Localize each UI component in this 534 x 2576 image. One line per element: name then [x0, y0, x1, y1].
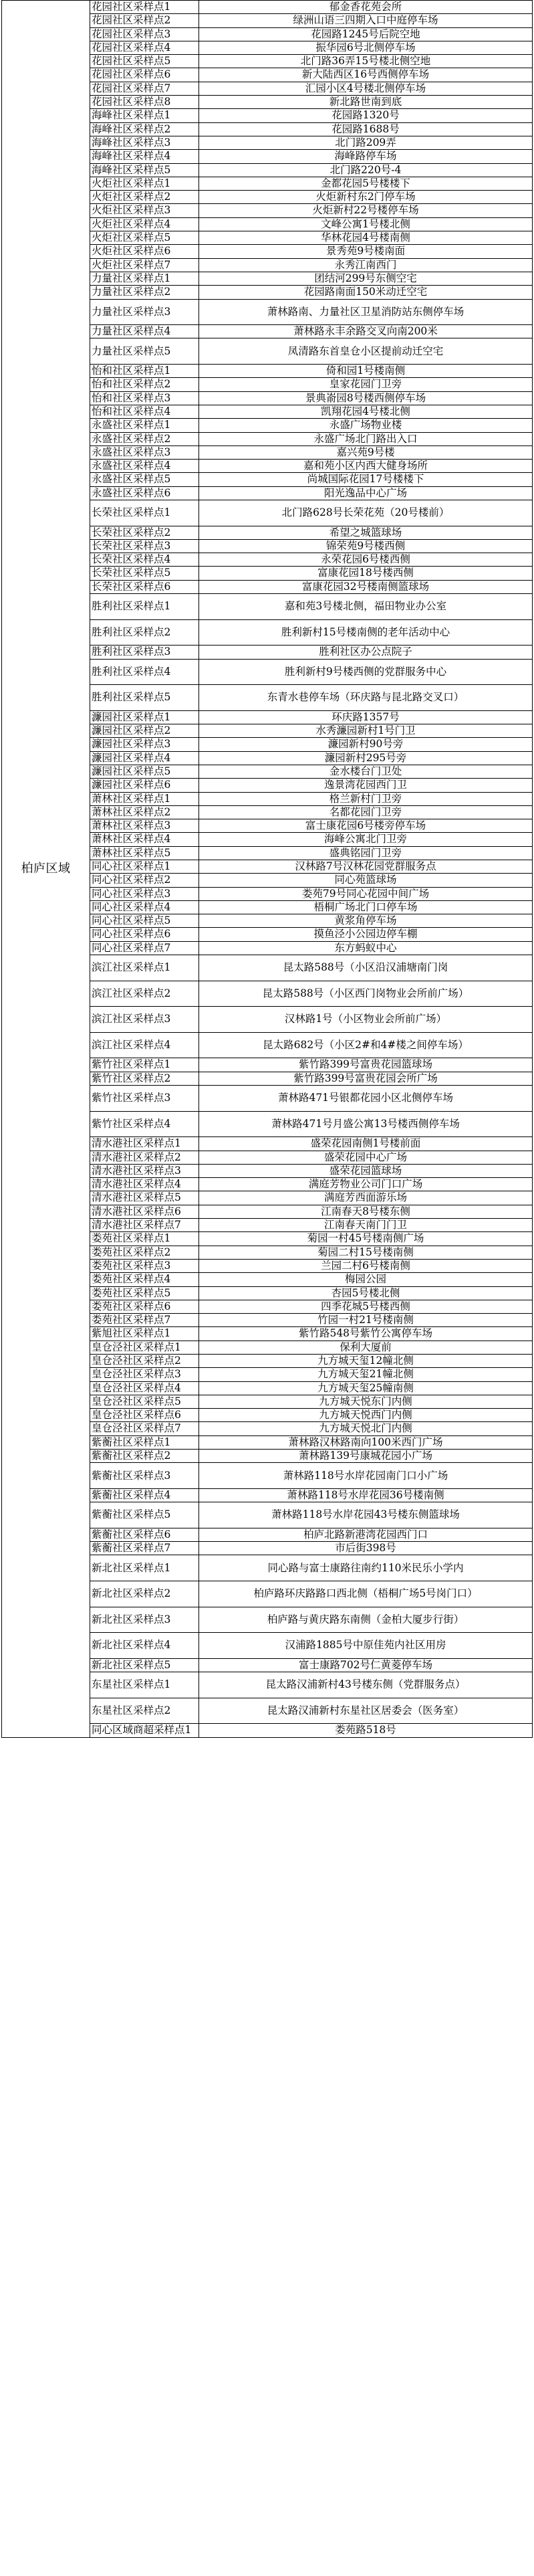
sampling-point-name: 娄苑社区采样点2 [90, 1246, 199, 1259]
sampling-point-location: 濂园新村90号旁 [199, 738, 533, 751]
sampling-point-name: 娄苑社区采样点7 [90, 1314, 199, 1327]
sampling-point-name: 同心区域商超采样点1 [90, 1724, 199, 1737]
sampling-point-location: 萧林路118号水岸花园36号楼南侧 [199, 1488, 533, 1502]
sampling-point-location: 萧林路471号银都花园小区北侧停车场 [199, 1086, 533, 1112]
sampling-point-location: 盛荣花园篮球场 [199, 1164, 533, 1177]
sampling-point-name: 力量社区采样点4 [90, 325, 199, 338]
sampling-point-name: 永盛社区采样点2 [90, 432, 199, 445]
sampling-point-name: 紫蘅社区采样点7 [90, 1542, 199, 1555]
sampling-point-location: 萧林路471号月盛公寓13号楼西侧停车场 [199, 1111, 533, 1137]
district-cell: 柏庐区域 [2, 1, 90, 1738]
sampling-point-name: 濂园社区采样点1 [90, 710, 199, 724]
sampling-point-location: 凤清路东首皇仓小区提前动迁空宅 [199, 338, 533, 365]
sampling-point-location: 紫竹路548号紫竹公寓停车场 [199, 1327, 533, 1341]
sampling-point-name: 紫蘅社区采样点1 [90, 1435, 199, 1449]
sampling-point-location: 北门路628号长荣花苑（20号楼前） [199, 500, 533, 526]
sampling-point-name: 新北社区采样点2 [90, 1581, 199, 1607]
sampling-point-location: 水秀濂园新村1号门卫 [199, 724, 533, 738]
sampling-point-name: 永盛社区采样点4 [90, 460, 199, 473]
sampling-point-name: 海峰社区采样点3 [90, 136, 199, 149]
sampling-point-location: 市后街398号 [199, 1542, 533, 1555]
sampling-point-name: 长荣社区采样点3 [90, 539, 199, 553]
sampling-point-name: 清水港社区采样点2 [90, 1151, 199, 1164]
sampling-point-name: 花园社区采样点6 [90, 68, 199, 82]
sampling-point-location: 永盛广场物业楼 [199, 419, 533, 432]
sampling-point-name: 紫蘅社区采样点6 [90, 1528, 199, 1541]
sampling-point-name: 濂园社区采样点2 [90, 724, 199, 738]
sampling-point-location: 锦荣苑9号楼西侧 [199, 539, 533, 553]
sampling-point-name: 清水港社区采样点6 [90, 1205, 199, 1218]
sampling-point-location: 富士康路702号仁黄菱停车场 [199, 1658, 533, 1672]
sampling-point-location: 振华园6号北侧停车场 [199, 41, 533, 54]
sampling-point-location: 花园路南面150米动迁空宅 [199, 286, 533, 299]
sampling-point-location: 汉林路7号汉林花园党群服务点 [199, 860, 533, 874]
sampling-point-location: 柏庐路与黄庆路东南侧（金柏大厦步行街） [199, 1607, 533, 1633]
sampling-point-location: 昆太路汉浦新村43号楼东侧（党群服务点） [199, 1672, 533, 1698]
sampling-point-name: 皇仓泾社区采样点1 [90, 1341, 199, 1354]
sampling-point-name: 永盛社区采样点6 [90, 486, 199, 500]
sampling-point-name: 火炬社区采样点3 [90, 204, 199, 217]
sampling-point-name: 新北社区采样点1 [90, 1555, 199, 1581]
sampling-point-name: 紫蘅社区采样点2 [90, 1450, 199, 1463]
sampling-point-name: 同心社区采样点7 [90, 941, 199, 955]
sampling-point-location: 九方城天玺21幢北侧 [199, 1368, 533, 1381]
sampling-point-location: 嘉和苑3号楼北侧，福田物业办公室 [199, 594, 533, 620]
sampling-point-location: 江南春天南门门卫 [199, 1219, 533, 1232]
sampling-point-name: 同心社区采样点3 [90, 887, 199, 900]
sampling-point-location: 永秀江南西门 [199, 258, 533, 272]
sampling-point-name: 皇仓泾社区采样点6 [90, 1409, 199, 1422]
sampling-point-name: 皇仓泾社区采样点2 [90, 1354, 199, 1367]
sampling-point-name: 清水港社区采样点5 [90, 1191, 199, 1205]
sampling-point-name: 永盛社区采样点3 [90, 445, 199, 459]
sampling-point-name: 萧林社区采样点3 [90, 819, 199, 833]
sampling-point-name: 长荣社区采样点4 [90, 553, 199, 567]
sampling-point-location: 昆太路汉浦新村东星社区居委会（医务室） [199, 1698, 533, 1724]
sampling-point-location: 火炬新村东2门停车场 [199, 191, 533, 204]
sampling-point-location: 海峰公寓北门卫旁 [199, 833, 533, 846]
sampling-point-location: 汉浦路1885号中原佳苑内社区用房 [199, 1633, 533, 1659]
sampling-point-location: 郁金香花苑会所 [199, 1, 533, 14]
sampling-point-name: 同心社区采样点6 [90, 928, 199, 941]
sampling-point-location: 柏庐路环庆路路口西北侧（梧桐广场5号岗门口） [199, 1581, 533, 1607]
sampling-point-location: 九方城天玺25幢南侧 [199, 1381, 533, 1395]
sampling-point-location: 文峰公寓1号楼北侧 [199, 217, 533, 231]
sampling-point-location: 紫竹路399号富贵花园篮球场 [199, 1058, 533, 1072]
sampling-point-location: 汉林路1号（小区物业会所前广场） [199, 1007, 533, 1033]
sampling-point-name: 清水港社区采样点7 [90, 1219, 199, 1232]
table-row [2, 1, 533, 14]
sampling-point-name: 娄苑社区采样点5 [90, 1286, 199, 1300]
sampling-point-location: 柏庐北路新港湾花园西门口 [199, 1528, 533, 1541]
sampling-point-name: 花园社区采样点2 [90, 14, 199, 27]
sampling-point-name: 紫蘅社区采样点5 [90, 1502, 199, 1528]
sampling-point-table [1, 0, 533, 1738]
sampling-point-name: 娄苑社区采样点4 [90, 1273, 199, 1286]
sampling-point-name: 花园社区采样点5 [90, 55, 199, 68]
sampling-point-location: 同心路与富士康路往南约110米民乐小学内 [199, 1555, 533, 1581]
sampling-point-location: 金都花园5号楼楼下 [199, 177, 533, 190]
sampling-point-name: 紫蘅社区采样点3 [90, 1463, 199, 1489]
sampling-point-location: 嘉和苑小区内西大健身场所 [199, 460, 533, 473]
sampling-point-location: 菊园一村45号楼南侧广场 [199, 1232, 533, 1246]
sampling-point-name: 花园社区采样点8 [90, 96, 199, 109]
sampling-point-location: 满庭芳物业公司门口广场 [199, 1178, 533, 1191]
sampling-point-name: 新北社区采样点5 [90, 1658, 199, 1672]
sampling-point-location: 景典嵛园8号楼西侧停车场 [199, 391, 533, 405]
sampling-point-location: 保利大厦前 [199, 1341, 533, 1354]
sampling-point-name: 胜利社区采样点3 [90, 646, 199, 659]
sampling-point-location: 绿洲山语三四期入口中庭停车场 [199, 14, 533, 27]
sampling-point-name: 滨江社区采样点3 [90, 1007, 199, 1033]
sampling-point-location: 火炬新村22号楼停车场 [199, 204, 533, 217]
sampling-point-location: 九方城天玺12幢北侧 [199, 1354, 533, 1367]
sampling-point-location: 金水楼台门卫处 [199, 765, 533, 778]
sampling-point-name: 怡和社区采样点3 [90, 391, 199, 405]
sampling-point-location: 同心苑篮球场 [199, 874, 533, 887]
sampling-point-location: 九方城天悦北门内侧 [199, 1422, 533, 1435]
sampling-point-location: 东方蚂蚁中心 [199, 941, 533, 955]
sampling-point-name: 怡和社区采样点4 [90, 405, 199, 418]
sampling-point-location: 团结河299号东侧空宅 [199, 272, 533, 285]
sampling-point-location: 四季花城5号楼西侧 [199, 1300, 533, 1313]
sampling-point-location: 萧林路118号水岸花园43号楼东侧篮球场 [199, 1502, 533, 1528]
sampling-point-name: 长荣社区采样点5 [90, 567, 199, 580]
sampling-point-name: 海峰社区采样点4 [90, 150, 199, 163]
sampling-point-location: 濂园新村295号旁 [199, 751, 533, 765]
sampling-point-location: 新北路世南到底 [199, 96, 533, 109]
sampling-point-name: 新北社区采样点3 [90, 1607, 199, 1633]
sampling-point-name: 濂园社区采样点4 [90, 751, 199, 765]
sampling-point-name: 火炬社区采样点4 [90, 217, 199, 231]
sampling-point-table-body [2, 1, 533, 1738]
sampling-point-name: 花园社区采样点4 [90, 41, 199, 54]
sampling-point-name: 皇仓泾社区采样点3 [90, 1368, 199, 1381]
sampling-point-location: 杏园5号楼北侧 [199, 1286, 533, 1300]
sampling-point-location: 花园路1245号后院空地 [199, 27, 533, 41]
sampling-point-name: 萧林社区采样点5 [90, 846, 199, 860]
sampling-point-location: 尚城国际花园17号楼楼下 [199, 473, 533, 486]
sampling-point-name: 滨江社区采样点2 [90, 981, 199, 1007]
sampling-point-name: 火炬社区采样点2 [90, 191, 199, 204]
sampling-point-name: 皇仓泾社区采样点7 [90, 1422, 199, 1435]
sampling-point-location: 阳光逸品中心广场 [199, 486, 533, 500]
sampling-point-location: 富康花园32号楼南侧篮球场 [199, 580, 533, 593]
sampling-point-name: 濂园社区采样点6 [90, 779, 199, 792]
sampling-point-name: 力量社区采样点3 [90, 299, 199, 325]
sampling-point-name: 同心社区采样点2 [90, 874, 199, 887]
sampling-point-name: 紫竹社区采样点4 [90, 1111, 199, 1137]
sampling-point-name: 滨江社区采样点4 [90, 1032, 199, 1058]
sampling-point-location: 东青水巷停车场（环庆路与昆北路交叉口） [199, 685, 533, 711]
sampling-point-location: 永盛广场北门路出入口 [199, 432, 533, 445]
sampling-point-location: 盛荣花园中心广场 [199, 1151, 533, 1164]
sampling-point-location: 永荣花园6号楼西侧 [199, 553, 533, 567]
sampling-point-name: 长荣社区采样点2 [90, 526, 199, 539]
sampling-point-name: 花园社区采样点7 [90, 82, 199, 95]
sampling-point-name: 萧林社区采样点2 [90, 805, 199, 819]
sampling-point-name: 濂园社区采样点5 [90, 765, 199, 778]
sampling-point-location: 黄浆角停车场 [199, 914, 533, 928]
sampling-point-location: 花园路1320号 [199, 109, 533, 122]
sampling-point-location: 菊园二村15号楼南侧 [199, 1246, 533, 1259]
sampling-point-location: 九方城天悦东门内侧 [199, 1395, 533, 1408]
sampling-point-location: 倚和园1号楼南侧 [199, 365, 533, 378]
sampling-point-name: 力量社区采样点5 [90, 338, 199, 365]
sampling-point-name: 紫蘅社区采样点4 [90, 1488, 199, 1502]
sampling-point-name: 萧林社区采样点4 [90, 833, 199, 846]
sampling-point-location: 皇家花园门卫旁 [199, 378, 533, 391]
sampling-point-name: 东星社区采样点2 [90, 1698, 199, 1724]
sampling-point-name: 清水港社区采样点3 [90, 1164, 199, 1177]
sampling-point-location: 新大陆西区16号西侧停车场 [199, 68, 533, 82]
sampling-point-location: 富康花园18号楼西侧 [199, 567, 533, 580]
sampling-point-name: 滨江社区采样点1 [90, 955, 199, 981]
sampling-point-name: 胜利社区采样点4 [90, 659, 199, 685]
sampling-point-name: 怡和社区采样点2 [90, 378, 199, 391]
sampling-point-name: 濂园社区采样点3 [90, 738, 199, 751]
sampling-point-location: 兰园二村6号楼南侧 [199, 1259, 533, 1272]
sampling-point-location: 江南春天8号楼东侧 [199, 1205, 533, 1218]
sampling-point-location: 娄苑路518号 [199, 1724, 533, 1737]
sampling-point-location: 北门路209弄 [199, 136, 533, 149]
sampling-point-name: 海峰社区采样点5 [90, 163, 199, 177]
sampling-point-name: 怡和社区采样点1 [90, 365, 199, 378]
sampling-point-name: 胜利社区采样点2 [90, 619, 199, 646]
sampling-point-location: 花园路1688号 [199, 122, 533, 136]
sampling-point-name: 清水港社区采样点4 [90, 1178, 199, 1191]
sampling-point-name: 火炬社区采样点5 [90, 231, 199, 245]
sampling-point-location: 胜利新村9号楼西侧的党群服务中心 [199, 659, 533, 685]
sampling-point-location: 萧林路南、力量社区卫星消防站东侧停车场 [199, 299, 533, 325]
sampling-point-location: 萧林路永丰余路交叉向南200米 [199, 325, 533, 338]
sampling-point-location: 娄苑79号同心花园中间广场 [199, 887, 533, 900]
sampling-point-name: 长荣社区采样点6 [90, 580, 199, 593]
sampling-point-name: 永盛社区采样点1 [90, 419, 199, 432]
sampling-point-name: 娄苑社区采样点1 [90, 1232, 199, 1246]
sampling-point-name: 花园社区采样点1 [90, 1, 199, 14]
sampling-point-name: 紫竹社区采样点3 [90, 1086, 199, 1112]
sampling-point-location: 盛荣花园南侧1号楼前面 [199, 1137, 533, 1151]
sampling-point-name: 娄苑社区采样点3 [90, 1259, 199, 1272]
sampling-point-name: 娄苑社区采样点6 [90, 1300, 199, 1313]
sampling-point-location: 海峰路停车场 [199, 150, 533, 163]
sampling-point-name: 紫竹社区采样点1 [90, 1058, 199, 1072]
sampling-point-location: 环庆路1357号 [199, 710, 533, 724]
sampling-point-location: 摸鱼泾小公园边停车棚 [199, 928, 533, 941]
sampling-point-location: 嘉兴苑9号楼 [199, 445, 533, 459]
sampling-point-location: 名都花园门卫旁 [199, 805, 533, 819]
sampling-point-location: 昆太路588号（小区西门岗物业会所前广场） [199, 981, 533, 1007]
sampling-point-name: 同心社区采样点4 [90, 900, 199, 914]
sampling-point-name: 力量社区采样点1 [90, 272, 199, 285]
sampling-point-name: 胜利社区采样点5 [90, 685, 199, 711]
sampling-point-name: 火炬社区采样点7 [90, 258, 199, 272]
sampling-point-location: 九方城天悦西门内侧 [199, 1409, 533, 1422]
sampling-point-name: 永盛社区采样点5 [90, 473, 199, 486]
sampling-point-name: 花园社区采样点3 [90, 27, 199, 41]
sampling-point-location: 凯翔花园4号楼北侧 [199, 405, 533, 418]
sampling-point-name: 胜利社区采样点1 [90, 594, 199, 620]
sampling-point-location: 盛典铭园门卫旁 [199, 846, 533, 860]
sampling-point-location: 昆太路588号（小区沿汉浦塘南门岗 [199, 955, 533, 981]
sampling-point-location: 梧桐广场北门口停车场 [199, 900, 533, 914]
sampling-point-location: 竹园一村21号楼南侧 [199, 1314, 533, 1327]
sampling-point-location: 萧林路汉林路南向100米西门广场 [199, 1435, 533, 1449]
sampling-point-location: 格兰新村门卫旁 [199, 792, 533, 805]
sampling-point-location: 富士康花园6号楼旁停车场 [199, 819, 533, 833]
sampling-point-name: 火炬社区采样点1 [90, 177, 199, 190]
sampling-point-location: 紫竹路399号富贵花园会所广场 [199, 1072, 533, 1085]
sampling-point-location: 胜利社区办公点院子 [199, 646, 533, 659]
sampling-point-location: 希望之城篮球场 [199, 526, 533, 539]
sampling-point-location: 昆太路682号（小区2#和4#楼之间停车场） [199, 1032, 533, 1058]
sampling-point-location: 华林花园4号楼南侧 [199, 231, 533, 245]
sampling-point-name: 萧林社区采样点1 [90, 792, 199, 805]
sampling-point-name: 新北社区采样点4 [90, 1633, 199, 1659]
sampling-point-location: 逸景湾花园西门卫 [199, 779, 533, 792]
sampling-point-name: 皇仓泾社区采样点5 [90, 1395, 199, 1408]
sampling-point-name: 清水港社区采样点1 [90, 1137, 199, 1151]
sampling-point-name: 同心社区采样点1 [90, 860, 199, 874]
sampling-point-name: 皇仓泾社区采样点4 [90, 1381, 199, 1395]
sampling-point-name: 火炬社区采样点6 [90, 245, 199, 258]
sampling-point-name: 海峰社区采样点2 [90, 122, 199, 136]
sampling-point-name: 长荣社区采样点1 [90, 500, 199, 526]
sampling-point-location: 北门路36弄15号楼北侧空地 [199, 55, 533, 68]
sampling-point-name: 力量社区采样点2 [90, 286, 199, 299]
sampling-point-name: 紫旭社区采样点1 [90, 1327, 199, 1341]
sampling-point-name: 海峰社区采样点1 [90, 109, 199, 122]
sampling-point-name: 同心社区采样点5 [90, 914, 199, 928]
sampling-point-location: 汇园小区4号楼北侧停车场 [199, 82, 533, 95]
sampling-point-name: 东星社区采样点1 [90, 1672, 199, 1698]
sampling-point-location: 北门路220号-4 [199, 163, 533, 177]
sampling-point-location: 梅园公园 [199, 1273, 533, 1286]
sampling-point-location: 萧林路118号水岸花园南门口小广场 [199, 1463, 533, 1489]
sampling-point-location: 萧林路139号康城花园小广场 [199, 1450, 533, 1463]
sampling-point-location: 景秀苑9号楼南面 [199, 245, 533, 258]
sampling-point-location: 胜利新村15号楼南侧的老年活动中心 [199, 619, 533, 646]
sampling-point-location: 满庭芳西面游乐场 [199, 1191, 533, 1205]
sampling-point-name: 紫竹社区采样点2 [90, 1072, 199, 1085]
